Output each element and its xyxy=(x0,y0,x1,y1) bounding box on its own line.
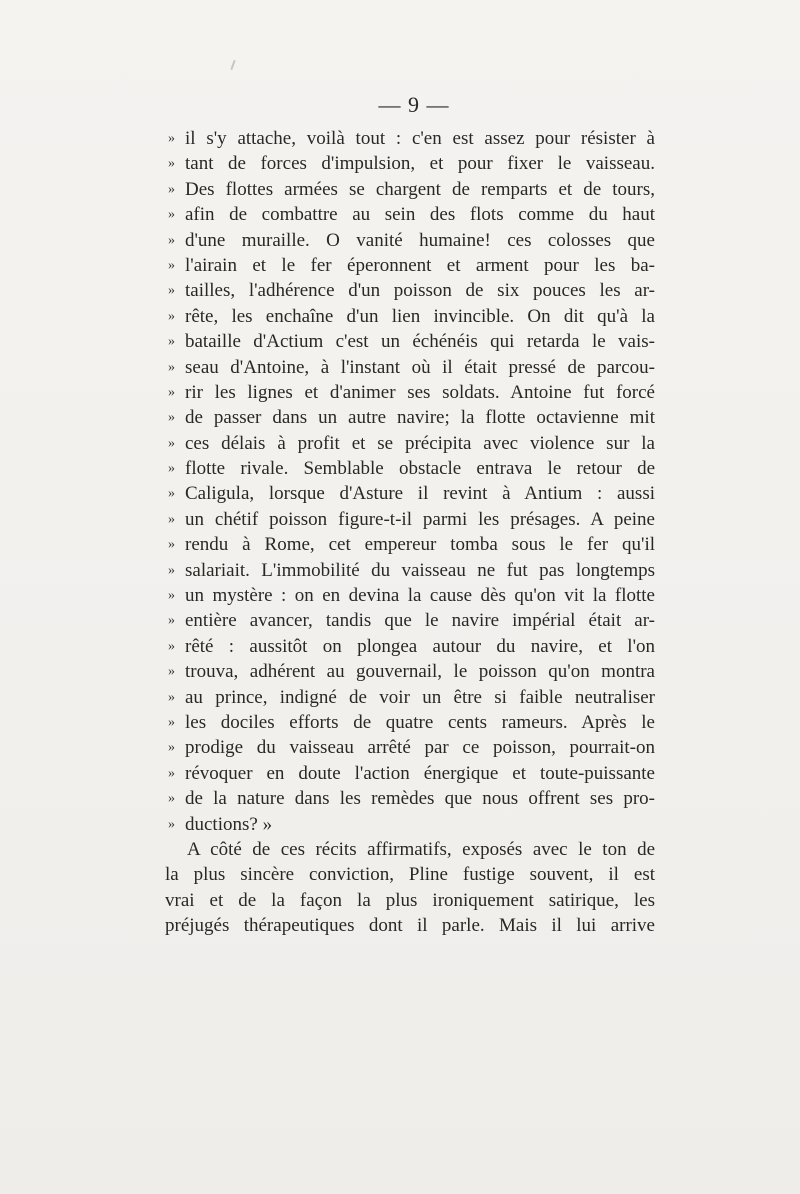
quote-mark: » xyxy=(168,308,175,324)
quoted-line: » ces délais à profit et se précipita avec violence sur la xyxy=(165,431,655,456)
quote-mark: » xyxy=(168,207,175,223)
quote-mark: » xyxy=(168,664,175,680)
quote-mark: » xyxy=(168,257,175,273)
quote-mark: » xyxy=(168,714,175,730)
quoted-line: » révoquer en doute l'action énergique et toute-puissante xyxy=(165,761,655,786)
quoted-line: » salariait. L'immobilité du vaisseau ne fut pas longtemps xyxy=(165,558,655,583)
quoted-line: » de la nature dans les remèdes que nous offrent ses pro- xyxy=(165,786,655,811)
paragraph-line: la plus sincère conviction, Pline fustige souvent, il est xyxy=(165,864,655,886)
quoted-line: » un chétif poisson figure-t-il parmi les présages. A peine xyxy=(165,507,655,532)
paragraph-line: préjugés thérapeutiques dont il parle. Mais il lui arrive xyxy=(165,915,655,937)
quoted-line: » il s'y attache, voilà tout : c'en est assez pour résister à xyxy=(165,126,655,151)
quoted-line: » au prince, indigné de voir un être si faible neutraliser xyxy=(165,685,655,710)
quote-mark: » xyxy=(168,588,175,604)
body-text xyxy=(165,126,655,939)
quoted-line: » prodige du vaisseau arrêté par ce poisson, pourrait-on xyxy=(165,735,655,760)
paper-speck xyxy=(230,60,235,70)
quoted-line: » flotte rivale. Semblable obstacle entrava le retour de xyxy=(165,456,655,481)
quote-mark: » xyxy=(168,232,175,248)
quoted-line: » rir les lignes et d'animer ses soldats. Antoine fut forcé xyxy=(165,380,655,405)
quoted-line: » trouva, adhérent au gouvernail, le poisson qu'on montra xyxy=(165,659,655,684)
quoted-line: » Des flottes armées se chargent de remparts et de tours, xyxy=(165,177,655,202)
quoted-line: » les dociles efforts de quatre cents rameurs. Après le xyxy=(165,710,655,735)
quoted-line: » afin de combattre au sein des flots comme du haut xyxy=(165,202,655,227)
quoted-line: » tailles, l'adhérence d'un poisson de six pouces les ar- xyxy=(165,278,655,303)
quoted-line: » tant de forces d'impulsion, et pour fixer le vaisseau. xyxy=(165,151,655,176)
quote-mark: » xyxy=(168,384,175,400)
quoted-line: » rendu à Rome, cet empereur tomba sous le fer qu'il xyxy=(165,532,655,557)
quote-mark: » xyxy=(168,689,175,705)
quoted-line: » seau d'Antoine, à l'instant où il était pressé de parcou- xyxy=(165,355,655,380)
quote-mark: » xyxy=(168,537,175,553)
quoted-line: » entière avancer, tandis que le navire impérial était ar- xyxy=(165,608,655,633)
quote-mark: » xyxy=(168,283,175,299)
paragraph-line: A côté de ces récits affirmatifs, exposés avec le ton de xyxy=(187,838,655,860)
quote-mark: » xyxy=(168,740,175,756)
quote-mark: » xyxy=(168,791,175,807)
quote-mark: » xyxy=(168,562,175,578)
quote-mark: » xyxy=(168,435,175,451)
quoted-line: » bataille d'Actium c'est un échénéis qui retarda le vais- xyxy=(165,329,655,354)
quote-mark: » xyxy=(168,359,175,375)
quote-mark: » xyxy=(168,613,175,629)
quoted-line: » un mystère : on en devina la cause dès qu'on vit la flotte xyxy=(165,583,655,608)
quote-mark: » xyxy=(168,486,175,502)
quote-mark: » xyxy=(168,334,175,350)
quote-mark: » xyxy=(168,816,175,832)
quote-mark: » xyxy=(168,765,175,781)
quote-mark: » xyxy=(168,638,175,654)
paragraph-line: vrai et de la façon la plus ironiquement satirique, les xyxy=(165,889,655,911)
quoted-line: » de passer dans un autre navire; la flotte octavienne mit xyxy=(165,405,655,430)
quote-mark: » xyxy=(168,156,175,172)
quoted-line: » ductions? » xyxy=(165,812,655,837)
quoted-line: » rêté : aussitôt on plongea autour du navire, et l'on xyxy=(165,634,655,659)
quoted-line: » Caligula, lorsque d'Asture il revint à Antium : aussi xyxy=(165,481,655,506)
quote-mark: » xyxy=(168,131,175,146)
quote-mark: » xyxy=(168,410,175,426)
quoted-line: » d'une muraille. O vanité humaine! ces colosses que xyxy=(165,228,655,253)
quoted-line: » rête, les enchaîne d'un lien invincible. On dit qu'à la xyxy=(165,304,655,329)
quote-mark: » xyxy=(168,511,175,527)
quote-mark: » xyxy=(168,461,175,477)
quoted-line: » l'airain et le fer éperonnent et arment pour les ba- xyxy=(165,253,655,278)
quote-mark: » xyxy=(168,181,175,197)
page-number: — 9 — xyxy=(378,92,450,117)
